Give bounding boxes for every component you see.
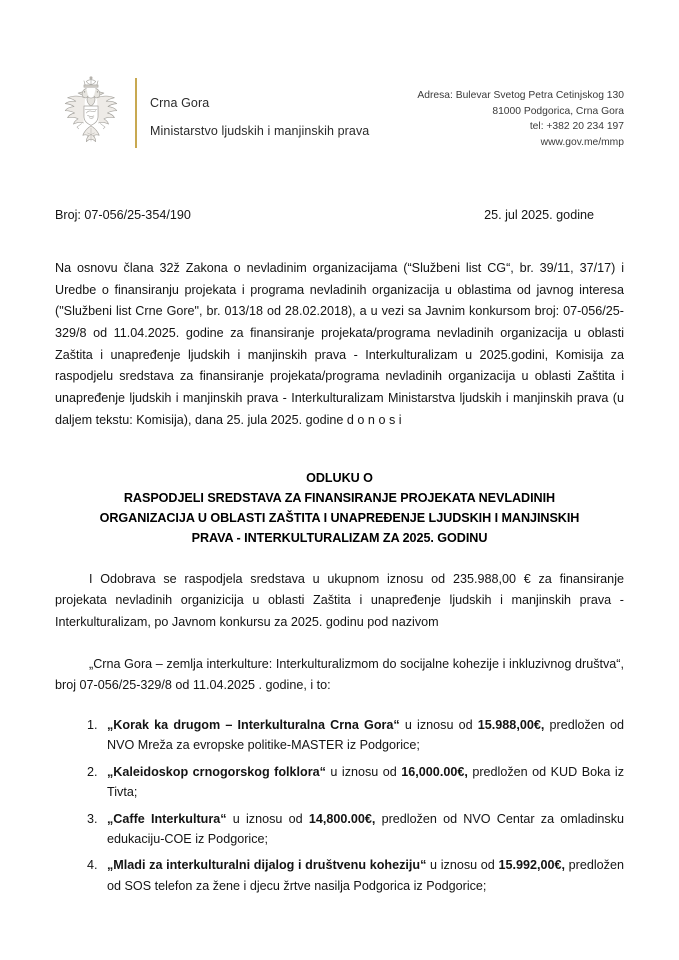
address-line-website[interactable]: www.gov.me/mmp xyxy=(540,136,624,148)
brand-text xyxy=(150,88,369,138)
grant-amount: 16,000.00€, xyxy=(401,764,468,779)
decision-title-line-4: PRAVA - INTERKULTURALIZAM ZA 2025. GODINU xyxy=(191,530,488,545)
preamble-paragraph: Na osnovu člana 32ž Zakona o nevladinim organizacijama (“Službeni list CG“, br. 39/11, 37/17) i Uredbe o finansiranju projekata i programa nevladinih organizacija u oblastima od javnog interesa ("Službeni list Crne Gore", br. 013/18 od 28.02.2018), a u vezi sa Javnim konkursom broj: 07-056/25-329/8 od 11.04.2025. godine za finansiranje projekata/programa nevladinih organizacija u oblasti Zaštita i unapređenje ljudskih i manjinskih prava - Interkulturalizam u 2025.godini, Komisija za raspodjelu sredstava za finansiranje projekata/programa nevladinih organizacija u oblasti Zaštita i unapređenje ljudskih i manjinskih prava - Interkulturalizam Ministarstva ljudskih i manjinskih prava (u daljem tekstu: Komisija), dana 25. jula 2025. godine d o n o s i xyxy=(55,261,624,427)
brand-divider xyxy=(135,78,137,148)
document-date: 25. jul 2025. godine xyxy=(484,208,594,222)
grant-amount: 14,800.00€, xyxy=(308,811,376,826)
address-block xyxy=(417,72,624,151)
grant-title: „Caffe Interkultura“ xyxy=(107,811,227,826)
address-line-street: Adresa: Bulevar Svetog Petra Cetinjskog 130 xyxy=(417,90,624,101)
decision-title-line-1: ODLUKU O xyxy=(306,471,373,486)
decision-title-line-3: ORGANIZACIJA U OBLASTI ZAŠTITA I UNAPREĐENJE LJUDSKIH I MANJINSKIH xyxy=(99,511,580,526)
document-number: Broj: 07-056/25-354/190 xyxy=(55,208,191,222)
list-item xyxy=(101,855,624,896)
grant-amount-intro: u iznosu od xyxy=(426,858,499,873)
montenegro-coat-of-arms-icon xyxy=(55,72,127,154)
grant-proposer: predložen od KUD Boka iz Tivta; xyxy=(107,764,624,800)
grant-title: „Korak ka drugom – Interkulturalna Crna Gora“ xyxy=(107,718,400,733)
grant-amount-intro: u iznosu od xyxy=(399,718,478,733)
address-line-phone: tel: +382 20 234 197 xyxy=(529,121,624,133)
list-item xyxy=(101,715,624,756)
ministry-name: Ministarstvo ljudskih i manjinskih prava xyxy=(150,124,370,138)
list-item xyxy=(101,809,624,850)
grant-proposer: predložen od NVO Mreža za evropske politike-MASTER iz Podgorice; xyxy=(107,718,624,753)
grant-amount-intro: u iznosu od xyxy=(226,811,309,826)
grant-title: „Mladi za interkulturalni dijalog i društvenu koheziju“ xyxy=(107,858,427,873)
grant-amount: 15.992,00€, xyxy=(498,858,565,873)
allocation-paragraph-2: „Crna Gora – zemlja interkulture: Interkulturalizmom do socijalne kohezije i inkluzivnog društva“, broj 07-056/25-329/8 od 11.04.2025 . godine, i to: xyxy=(55,656,624,693)
grant-amount: 15.988,00€, xyxy=(477,718,545,733)
list-item xyxy=(101,762,624,803)
decision-title-line-2: RASPODJELI SREDSTAVA ZA FINANSIRANJE PROJEKATA NEVLADINIH xyxy=(123,491,556,506)
grant-proposer: predložen od NVO Centar za omladinsku edukaciju-COE iz Podgorice; xyxy=(107,811,624,847)
brand-block xyxy=(55,72,369,154)
grant-proposer: predložen od SOS telefon za žene i djecu žrtve nasilja Podgorica iz Podgorice; xyxy=(107,858,624,893)
address-line-city: 81000 Podgorica, Crna Gora xyxy=(492,105,624,117)
reference-line xyxy=(55,208,624,222)
decision-title xyxy=(55,469,624,549)
grant-title: „Kaleidoskop crnogorskog folklora“ xyxy=(107,764,326,779)
letterhead xyxy=(55,0,624,154)
allocation-paragraph-1: I Odobrava se raspodjela sredstava u ukupnom iznosu od 235.988,00 € za finansiranje projekata nevladinih organizicija u oblasti Zaštita i unapređenje ljudskih i manjinskih prava - Interkulturalizam, po Javnom konkursu za 2025. godinu pod nazivom xyxy=(55,571,624,630)
grant-amount-intro: u iznosu od xyxy=(325,764,402,779)
grants-list xyxy=(55,715,624,896)
country-name: Crna Gora xyxy=(150,96,210,110)
